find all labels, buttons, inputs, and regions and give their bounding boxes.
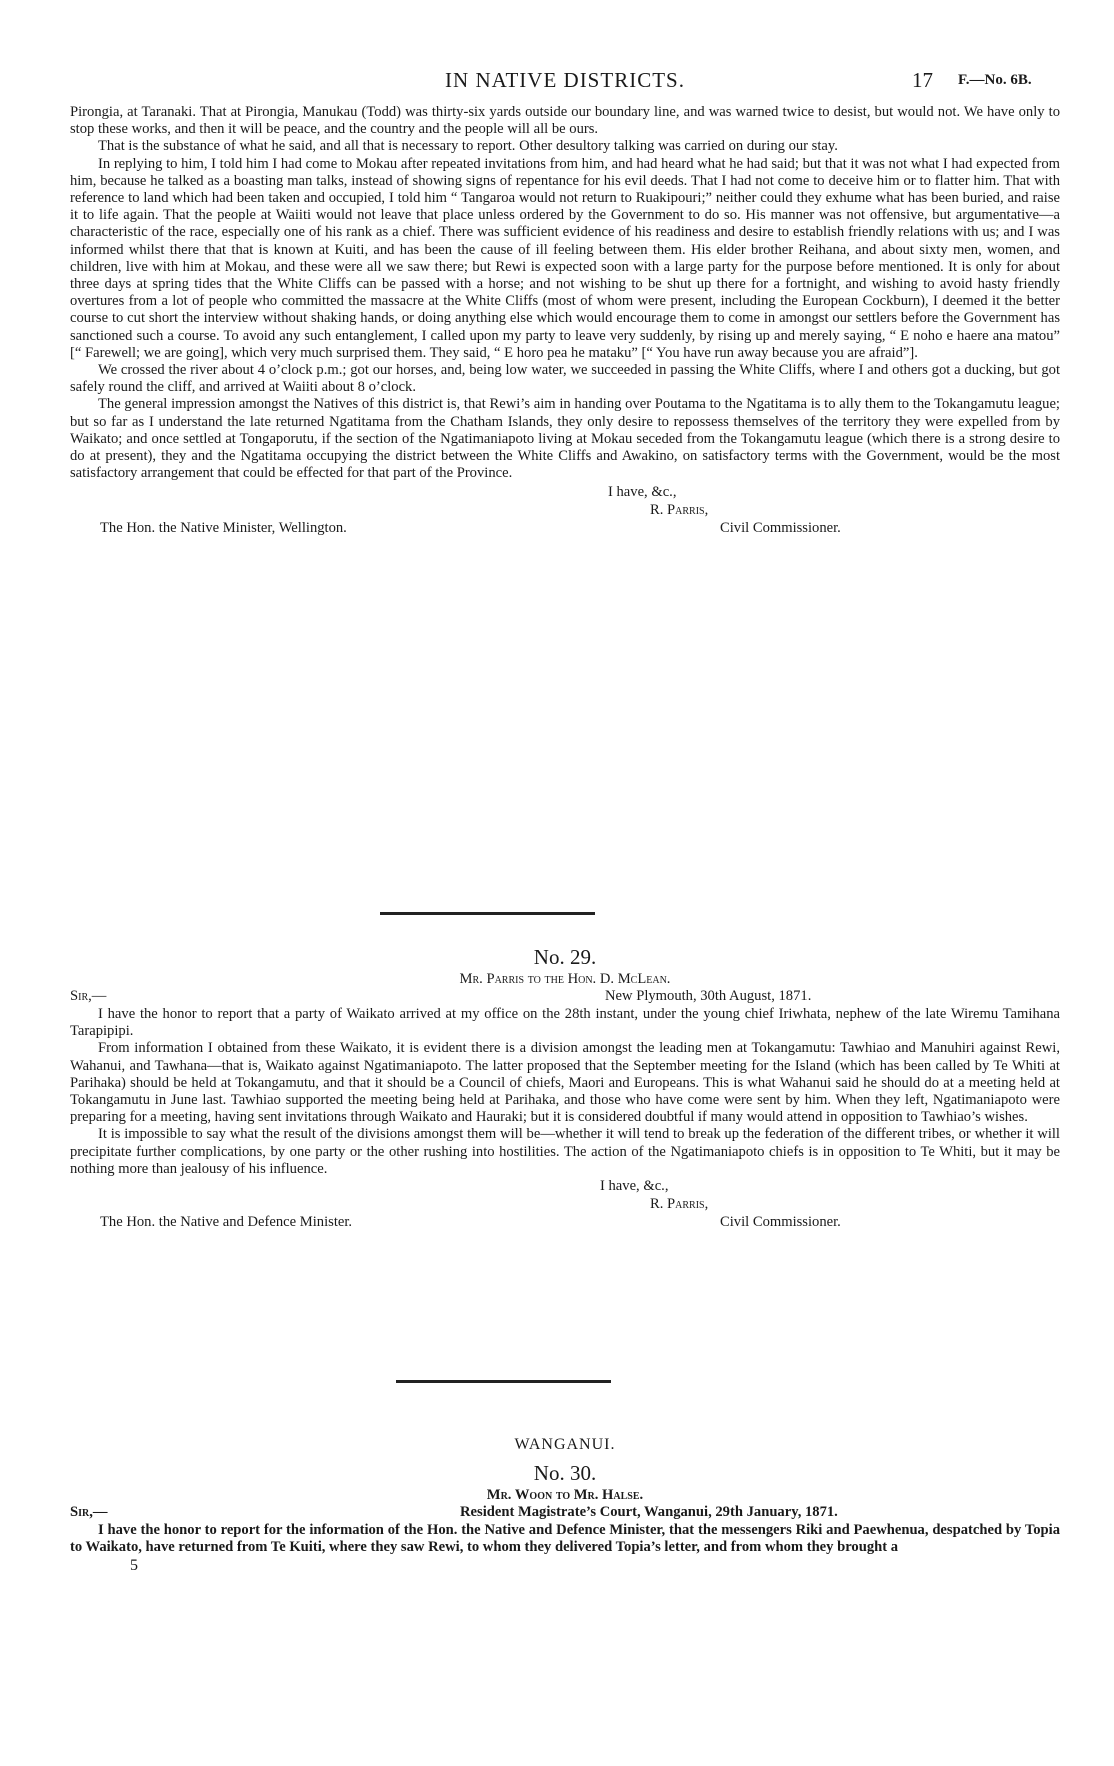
- letter-closing: [70, 482, 1060, 536]
- letter-closing: [70, 1178, 1060, 1232]
- letter-30: [70, 1436, 1060, 1575]
- paragraph: I have the honor to report for the information of the Hon. the Native and Defence Minister, that the messengers Riki and Paewhenua, despatched by Topia to Waikato, have returned from Te Kuiti, where they saw Rewi, to whom they delivered Topia’s letter, and from whom they brought a: [70, 1522, 1060, 1556]
- place-date: Resident Magistrate’s Court, Wanganui, 29th January, 1871.: [460, 1504, 838, 1520]
- letter-from-to: Mr. Parris to the Hon. D. McLean.: [459, 971, 671, 987]
- paragraph: From information I obtained from these Waikato, it is evident there is a division amongst the leading men at Tokangamutu: Tawhiao and Manuhiri against Rewi, Wahanui, and Tawhana—that is, Waikato against Ngatimaniapoto. The latter proposed that the September meeting for the Island (which has been called by Te Whiti at Parihaka) should be held at Tokangamutu, and that it should be a Council of chiefs, Maori and Europeans. This is what Wahanui said he should do at a meeting held at Tokangamutu in June last. Tawhiao supported the meeting being held at Parihaka, and those who have come were sent by him. When they left, Ngatimaniapoto were preparing for a meeting, having sent invitations through Waikato and Hauraki; but it is considered doubtful if many would attend in opposition to Tawhiao’s wishes.: [70, 1040, 1060, 1126]
- addressee: The Hon. the Native Minister, Wellington.: [100, 520, 347, 537]
- page-header: [70, 66, 1060, 96]
- signature: R. Parris,: [650, 1196, 709, 1213]
- letter-28-continuation: [70, 104, 1060, 536]
- addressee: The Hon. the Native and Defence Minister.: [100, 1214, 353, 1231]
- letter-number: No. 30.: [533, 1461, 597, 1485]
- signature: R. Parris,: [650, 502, 709, 519]
- salutation: Sir,—: [70, 988, 107, 1004]
- salutation-row: [70, 988, 1060, 1006]
- paragraph: In replying to him, I told him I had come to Mokau after repeated invitations from him, and had heard what he had said; but that it was not what I had expected from him, because he talked as a boasting man talks, instead of showing signs of repentance for his evil deeds. That I had not come to deceive him or to flatter him. That with reference to land which had been taken and occupied, I told him “ Tangaroa would not return to Ruakipouri;” neither could they exhume what has been buried, and raise it to life again. That the people at Waiiti would not leave that place unless ordered by the Government to do so. His manner was not offensive, but argumentative—a characteristic of the race, especially one of his rank as a chief. There was sufficient evidence of his readiness and desire to establish friendly relations with us; and I was informed whilst there that that is known at Kuiti, and has been the cause of ill feeling between them. His elder brother Reihana, and about sixty men, women, and children, live with him at Mokau, and these were all we saw there; but Rewi is expected soon with a large party for the purpose before mentioned. It is only for about three days at spring tides that the White Cliffs can be passed with a horse; and not wishing to be shut up there for a fortnight, and wishing to avoid hasty friendly overtures from a lot of people who committed the massacre at the White Cliffs (most of whom were present, including the European Cockburn), I deemed it the better course to cut short the interview without shaking hands, or doing anything else which would encourage them to come in amongst our settlers before the Government has sanctioned such a course. To avoid any such entanglement, I called upon my party to leave very suddenly, by rising up and merely saying, “ E noho e haere ana matou” [“ Farewell; we are going], which very much surprised them. They said, “ E horo pea he mataku” [“ You have run away because you are afraid”].: [70, 155, 1060, 361]
- letter-29: [70, 944, 1060, 1232]
- paragraph: We crossed the river about 4 o’clock p.m.; got our horses, and, being low water, we succeeded in passing the White Cliffs, where I and others got a ducking, but got safely round the cliff, and arrived at Waiiti about 8 o’clock.: [70, 362, 1060, 396]
- paragraph: Pirongia, at Taranaki. That at Pirongia, Manukau (Todd) was thirty-six yards outside our boundary line, and was warned twice to desist, but would not. We have only to stop these works, and then it will be peace, and the country and the people will all be ours.: [70, 104, 1060, 138]
- paragraph: The general impression amongst the Natives of this district is, that Rewi’s aim in handing over Poutama to the Ngatitama is to ally them to the Tokangamutu league; but so far as I understand the late returned Ngatitama from the Chatham Islands, they only desire to repossess themselves of the territory they were expelled from by Waikato; and once settled at Tongaporutu, if the section of the Ngatimaniapoto living at Mokau seceded from the Tokangamutu league (which there is a strong desire to do at present), they and the Ngatitama occupying the district between the White Cliffs and Awakino, on satisfactory terms with the Government, would be the most satisfactory arrangement that could be effected for that part of the Province.: [70, 396, 1060, 482]
- signature-title: Civil Commissioner.: [720, 1214, 841, 1231]
- section-divider: [380, 912, 595, 915]
- document-reference: F.—No. 6B.: [958, 72, 1032, 88]
- salutation-row: [70, 1504, 1060, 1522]
- page-number: 17: [912, 68, 933, 92]
- paragraph: It is impossible to say what the result of the divisions amongst them will be—whether it will tend to break up the federation of the different tribes, or whether it will precipitate further complications, by one party or the other rushing into hostilities. The action of the Ngatimaniapoto chiefs is in opposition to Te Whiti, but it may be nothing more than jealousy of his influence.: [70, 1126, 1060, 1177]
- closing-phrase: I have, &c.,: [600, 1178, 669, 1195]
- paragraph: I have the honor to report that a party of Waikato arrived at my office on the 28th instant, under the young chief Iriwhata, nephew of the late Wiremu Tamihana Tarapipipi.: [70, 1006, 1060, 1040]
- section-divider: [396, 1380, 611, 1383]
- paragraph: That is the substance of what he said, and all that is necessary to report. Other desultory talking was carried on during our stay.: [98, 138, 838, 155]
- letter-number: No. 29.: [533, 945, 597, 969]
- signature-title: Civil Commissioner.: [720, 520, 841, 537]
- running-title: IN NATIVE DISTRICTS.: [445, 68, 685, 92]
- letter-from-to: Mr. Woon to Mr. Halse.: [486, 1487, 644, 1503]
- salutation: Sir,—: [70, 1504, 108, 1520]
- place-date: New Plymouth, 30th August, 1871.: [605, 988, 812, 1004]
- signature-mark: 5: [130, 1557, 138, 1575]
- closing-phrase: I have, &c.,: [608, 484, 677, 501]
- district-heading: WANGANUI.: [514, 1436, 616, 1453]
